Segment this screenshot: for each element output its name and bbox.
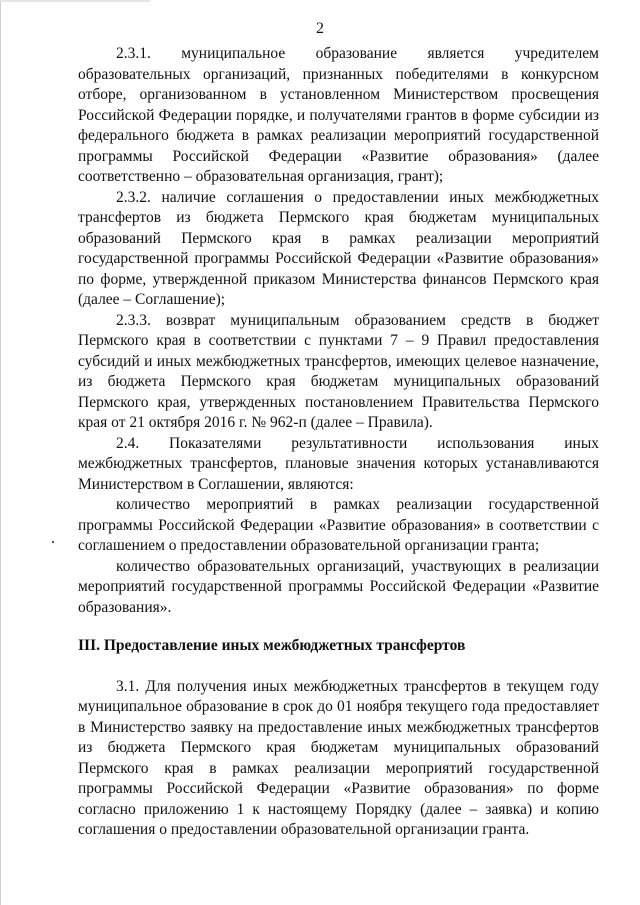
paragraph-3-1: 3.1. Для получения иных межбюджетных трансфертов в текущем году муниципальное образование в срок до 01 ноября текущего года предоставляет в Министерство заявку на предоставление иных межбюджетных трансфертов из бюджета Пермского края бюджетам муниципальных образований Пермского края в рамках реализации мероприятий государственной программы Российской Федерации «Развитие образования» по форме согласно приложению 1 к настоящему Порядку (далее – заявка) и копию соглашения о предоставлении образовательной организации гранта. (78, 677, 599, 838)
indicator-item-2: количество образовательных организаций, участвующих в реализации мероприятий государственной программы Российской Федерации «Развитие образования». (78, 557, 599, 616)
indicator-item-1: количество мероприятий в рамках реализации государственной программы Российской Федерации «Развитие образования» в соответствии с соглашением о предоставлении образовательной организации гранта; (78, 496, 599, 554)
paragraph-2-3-2: 2.3.2. наличие соглашения о предоставлении иных межбюджетных трансфертов из бюджета Пермского края бюджетам муниципальных образований Пермского края в рамках реализации мероприятий государственной программы Российской Федерации «Развитие образования» по форме, утвержденной приказом Министерства финансов Пермского края (далее – Соглашение); (78, 188, 599, 308)
section-heading: III. Предоставление иных межбюджетных трансфертов (78, 637, 466, 654)
scan-top-mark (0, 0, 150, 2)
scan-speck (52, 541, 54, 543)
scan-edge-line (0, 0, 1, 905)
document-body (78, 44, 599, 841)
paragraph-2-3-1: 2.3.1. муниципальное образование является учредителем образовательных организаций, признанных победителями в конкурсном отборе, организованном в установленном Министерством просвещения Российской Федерации порядке, и получателями грантов в форме субсидии из федерального бюджета в рамках реализации мероприятий государственной программы Российской Федерации «Развитие образования» (далее соответственно – образовательная организация, грант); (78, 45, 599, 185)
page-number: 2 (316, 20, 324, 37)
paragraph-2-4: 2.4. Показателями результативности использования иных межбюджетных трансфертов, плановые значения которых устанавливаются Министерством в Соглашении, являются: (78, 434, 599, 493)
paragraph-2-3-3: 2.3.3. возврат муниципальным образованием средств в бюджет Пермского края в соответствии с пунктами 7 – 9 Правил предоставления субсидий и иных межбюджетных трансфертов, имеющих целевое назначение, из бюджета Пермского края бюджетам муниципальных образований Пермского края, утвержденных постановлением Правительства Пермского края от 21 октября 2016 г. № 962-п (далее – Правила). (78, 311, 599, 431)
